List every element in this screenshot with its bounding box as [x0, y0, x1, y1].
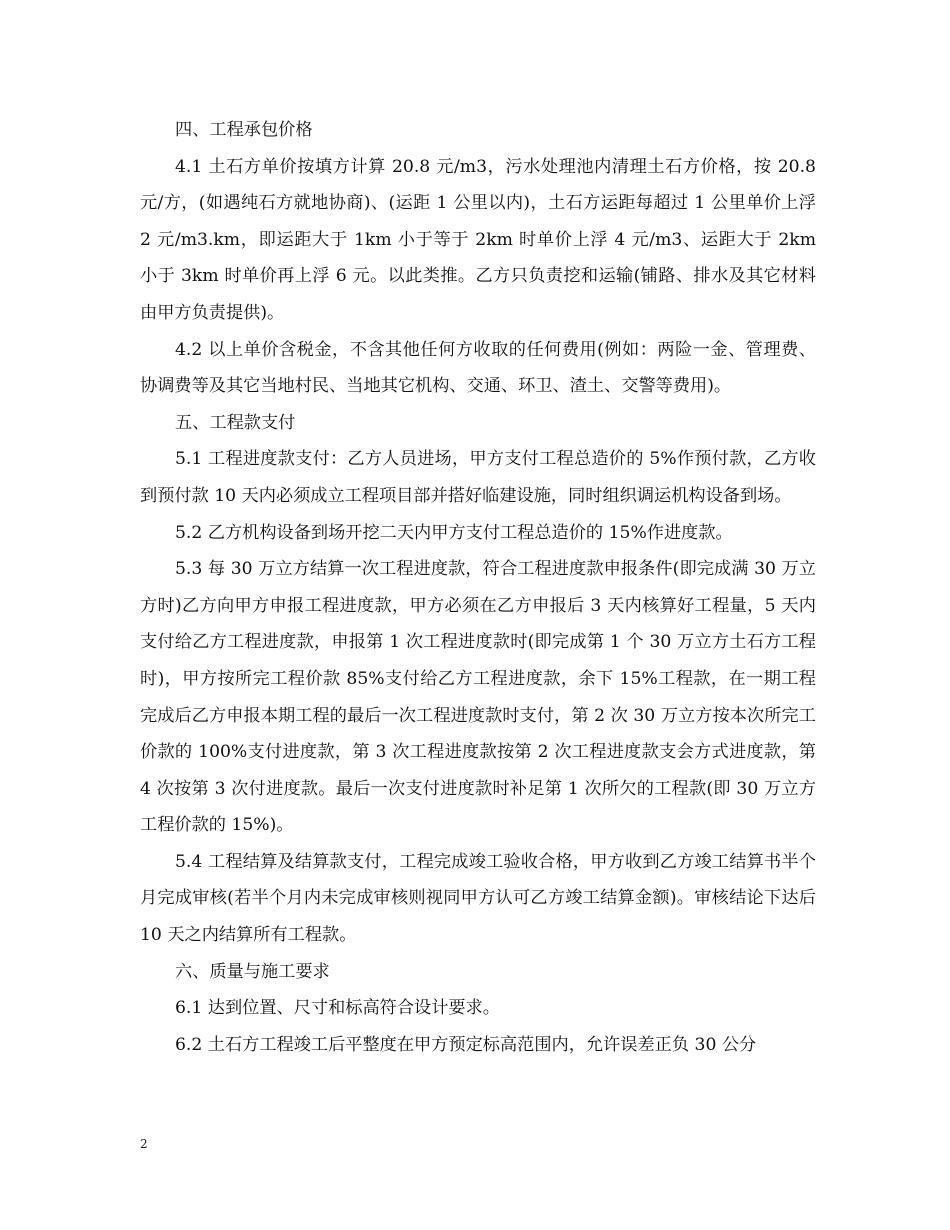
document-body — [140, 112, 816, 1063]
clause-5-1: 5.1 工程进度款支付：乙方人员进场，甲方支付工程总造价的 5%作预付款，乙方收到预付款 10 天内必须成立工程项目部并搭好临建设施，同时组织调运机构设备到场。 — [140, 449, 816, 506]
section-6-heading: 六、质量与施工要求 — [175, 961, 330, 982]
clause-5-2: 5.2 乙方机构设备到场开挖二天内甲方支付工程总造价的 15%作进度款。 — [175, 522, 733, 543]
page-number: 2 — [140, 1137, 148, 1151]
clause-4-2: 4.2 以上单价含税金，不含其他任何方收取的任何费用(例如：两险一金、管理费、协调费等及其它当地村民、当地其它机构、交通、环卫、渣土、交警等费用)。 — [140, 339, 816, 397]
section-5-heading: 五、工程款支付 — [175, 412, 296, 433]
clause-5-4: 5.4 工程结算及结算款支付，工程完成竣工验收合格，甲方收到乙方竣工结算书半个月完成审核(若半个月内未完成审核则视同甲方认可乙方竣工结算金额)。审核结论下达后 10 天之内结算所有工程款。 — [140, 851, 816, 946]
section-4-heading: 四、工程承包价格 — [175, 120, 313, 140]
clause-5-3: 5.3 每 30 万立方结算一次工程进度款，符合工程进度款申报条件(即完成满 30 万立方时)乙方向甲方申报工程进度款，甲方必须在乙方申报后 3 天内核算好工程量，5 天内支付给乙方工程进度款，申报第 1 次工程进度款时(即完成第 1 个 30 万立方土石方工程时)，甲方按所完工程价款 85%支付给乙方工程进度款，余下 15%工程款，在一期工程完成后乙方申报本期工程的最后一次工程进度款时支付，第 2 次 30 万立方按本次所完工价款的 100%支付进度款，第 3 次工程进度款按第 2 次工程进度款支会方式进度款，第 4 次按第 3 次付进度款。最后一次支付进度款时补足第 1 次所欠的工程款(即 30 万立方工程价款的 15%)。 — [140, 559, 816, 836]
clause-6-1: 6.1 达到位置、尺寸和标高符合设计要求。 — [175, 998, 500, 1019]
clause-4-1: 4.1 土石方单价按填方计算 20.8 元/m3，污水处理池内清理土石方价格，按 20.8 元/方，(如遇纯石方就地协商)、(运距 1 公里以内)，土石方运距每超过 1 公里单价上浮 2 元/m3.km，即运距大于 1km 小于等于 2km 时单价上浮 4 元/m3、运距大于 2km 小于 3km 时单价再上浮 6 元。以此类推。乙方只负责挖和运输(铺路、排水及其它材料由甲方负责提供)。 — [140, 156, 816, 323]
clause-6-2: 6.2 土石方工程竣工后平整度在甲方预定标高范围内，允许误差正负 30 公分 — [175, 1034, 757, 1055]
